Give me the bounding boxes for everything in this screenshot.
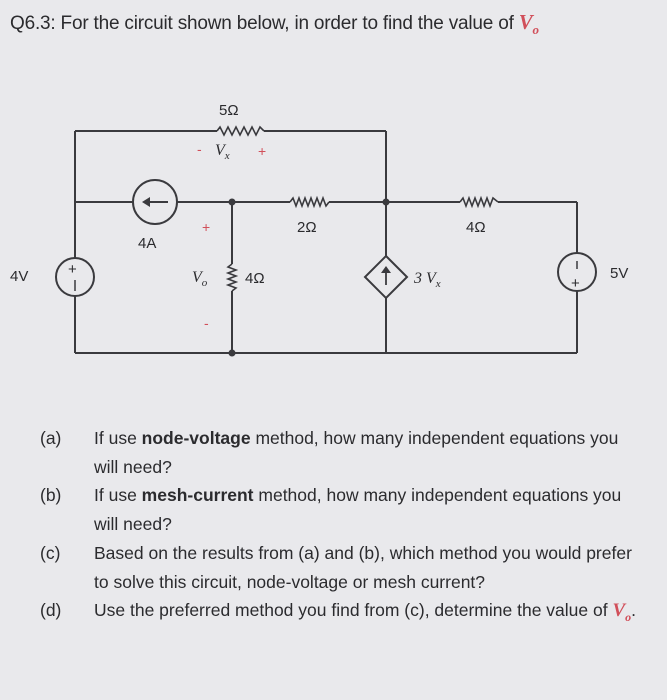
question-d-vo-sub: o — [625, 610, 632, 625]
question-d-vo — [612, 600, 632, 625]
dep-source-sub: x — [435, 278, 441, 290]
vo-letter: V — [192, 269, 202, 286]
question-a-bold: node-voltage — [141, 428, 251, 448]
vx-label — [215, 142, 230, 162]
vo-sub: o — [201, 277, 208, 289]
question-c-text: Based on the results from (a) and (b), which method you would prefer to solve this circuit, node-voltage or mesh current? — [94, 542, 632, 592]
question-list — [40, 424, 640, 632]
r-top-label: 5Ω — [219, 102, 239, 119]
question-d-tag: (d) — [40, 600, 62, 621]
question-a-post: method, how many independent equations you will need? — [94, 428, 619, 477]
question-b-pre: If use — [94, 485, 142, 506]
dep-source-label — [413, 270, 441, 290]
question-b — [40, 481, 640, 538]
question-d — [40, 596, 640, 632]
question-c — [40, 539, 640, 596]
dependent-voltage-source — [365, 256, 407, 298]
vx-sub: x — [224, 150, 230, 162]
r-middle-label: 2Ω — [297, 219, 317, 236]
junction-dot — [229, 350, 236, 357]
resistor-2ohm — [290, 198, 329, 206]
voltage-source-5v — [558, 253, 596, 292]
vx-plus: + — [258, 143, 267, 159]
vx-minus: - — [197, 141, 202, 157]
question-b-post: method, how many independent equations you will need? — [94, 485, 622, 535]
vo-plus: + — [202, 219, 211, 235]
question-b-bold: mesh-current — [141, 485, 254, 506]
right-source-label: 5V — [610, 265, 629, 282]
voltage-source-4v — [56, 258, 94, 296]
resistor-5ohm — [217, 127, 264, 135]
vo-label — [192, 269, 208, 289]
vo-minus: - — [204, 315, 209, 331]
question-a — [40, 424, 640, 481]
question-c-tag: (c) — [40, 542, 61, 563]
title-vo-sub: o — [532, 22, 539, 38]
question-d-body: Use the preferred method you find from (c), determine the value of — [94, 600, 613, 621]
question-d-text — [94, 596, 640, 632]
question-a-tag: (a) — [40, 428, 62, 448]
title-vo-letter: V — [518, 10, 533, 34]
resistor-4ohm-right — [460, 198, 498, 206]
question-b-text — [94, 481, 640, 538]
question-d-end: . — [631, 600, 637, 621]
r-vertical-label: 4Ω — [245, 270, 265, 287]
dep-source-text: 3 V — [414, 270, 436, 287]
left-source-label: 4V — [10, 268, 29, 285]
current-source-label: 4A — [138, 235, 157, 252]
vx-letter: V — [215, 142, 225, 159]
question-a-text — [94, 424, 640, 481]
question-a-pre: If use — [94, 428, 142, 448]
resistor-4ohm-vertical — [228, 264, 236, 291]
question-d-vo-letter: V — [612, 600, 626, 622]
right-source-plus: + — [571, 275, 580, 292]
question-b-tag: (b) — [40, 485, 62, 506]
current-source-4a — [133, 180, 177, 224]
title-text: Q6.3: For the circuit shown below, in order to find the value of — [10, 13, 519, 34]
left-source-plus: + — [68, 261, 77, 278]
junction-dot — [383, 199, 390, 206]
junction-dot — [229, 199, 236, 206]
r-right-label: 4Ω — [466, 219, 486, 236]
